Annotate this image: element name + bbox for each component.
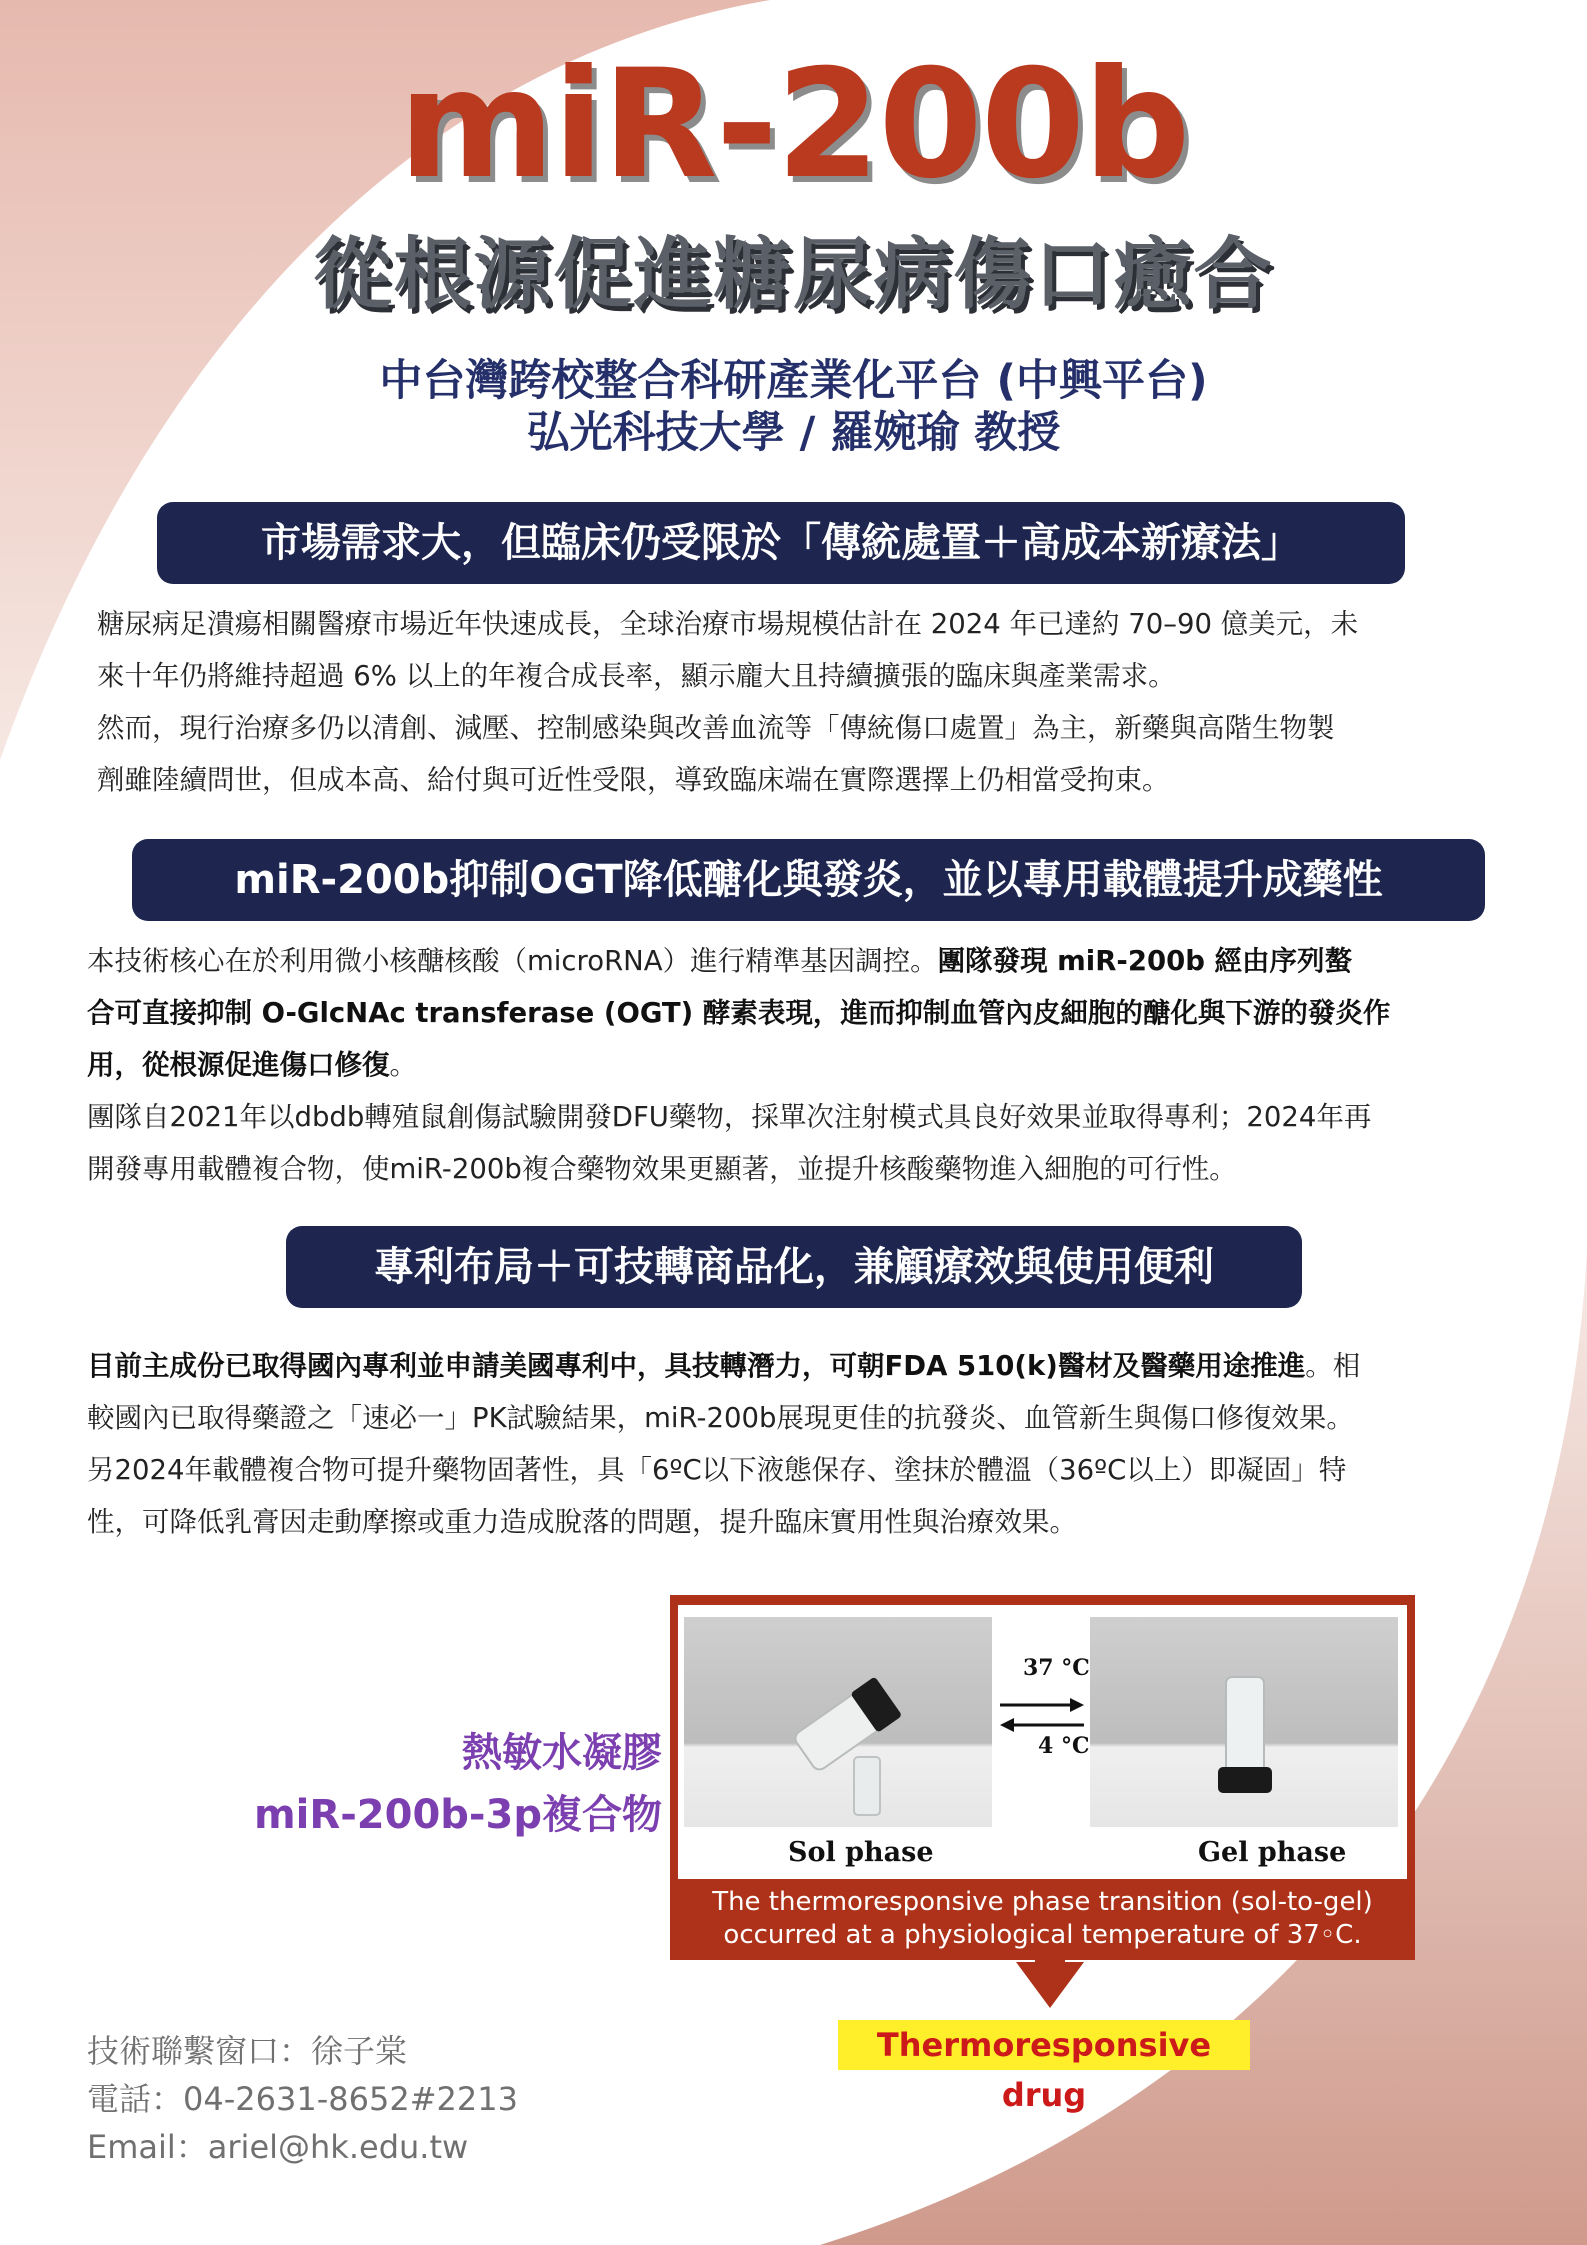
body-text: 。 — [389, 1049, 417, 1081]
section-heading-patent: 專利布局＋可技轉商品化，兼顧療效與使用便利 — [286, 1226, 1302, 1308]
page-subtitle: 從根源促進糖尿病傷口癒合 — [313, 230, 1274, 320]
section-body-market — [97, 598, 1358, 806]
body-text: 本技術核心在於利用微小核醣核酸（microRNA）進行精準基因調控。 — [87, 945, 938, 977]
body-line: 然而，現行治療多仍以清創、減壓、控制感染與改善血流等「傳統傷口處置」為主，新藥與高階生物製 — [97, 712, 1335, 744]
upright-vial-icon — [1090, 1617, 1398, 1827]
professor-line: 弘光科技大學 / 羅婉瑜 教授 — [526, 408, 1061, 458]
section-heading-market: 市場需求大，但臨床仍受限於「傳統處置＋高成本新療法」 — [157, 502, 1405, 584]
figure-panel — [678, 1605, 1407, 1879]
body-line: 糖尿病足潰瘍相關醫療市場近年快速成長，全球治療市場規模估計在 2024 年已達約 70–90 億美元，未 — [97, 608, 1359, 640]
phase-transition-figure — [670, 1595, 1415, 1960]
caption-line: The thermoresponsive phase transition (sol-to-gel) — [712, 1887, 1373, 1917]
figure-caption — [670, 1886, 1415, 1952]
temperature-cold: 4 °C — [1038, 1733, 1090, 1759]
down-arrow-icon — [1016, 1962, 1084, 2008]
section-body-patent — [87, 1340, 1360, 1548]
contact-email: Email：ariel@hk.edu.tw — [87, 2128, 469, 2166]
body-bold-text: 目前主成份已取得國內專利並申請美國專利中，具技轉潛力，可朝FDA 510(k)醫材及醫藥用途推進 — [87, 1350, 1306, 1382]
hydrogel-label-line2: miR-200b-3p複合物 — [254, 1792, 662, 1838]
body-line — [87, 987, 1390, 1039]
body-text: 。相 — [1305, 1350, 1361, 1382]
body-line: 較國內已取得藥證之「速必一」PK試驗結果，miR-200b展現更佳的抗發炎、血管新生與傷口修復效果。 — [87, 1402, 1354, 1434]
body-bold-text: 用，從根源促進傷口修復 — [87, 1049, 390, 1081]
gel-phase-photo — [1090, 1617, 1398, 1827]
body-line — [87, 1340, 1360, 1392]
organization-info — [0, 355, 1587, 459]
contact-window: 技術聯繫窗口：徐子棠 — [87, 2032, 408, 2070]
body-line: 另2024年載體複合物可提升藥物固著性，具「6ºC以下液態保存、塗抹於體溫（36ºC以上）即凝固」特 — [87, 1454, 1347, 1486]
body-line — [87, 935, 1390, 987]
body-bold-text: 合可直接抑制 O-GlcNAc transferase (OGT) 酵素表現，進而抑制血管內皮細胞的醣化與下游的發炎作 — [87, 997, 1391, 1029]
body-line — [87, 1039, 1390, 1091]
caption-line: occurred at a physiological temperature of 37◦C. — [723, 1920, 1362, 1950]
sol-phase-label: Sol phase — [788, 1837, 934, 1868]
tilted-vial-icon — [684, 1617, 992, 1827]
organization-line: 中台灣跨校整合科研產業化平台 (中興平台) — [379, 356, 1208, 406]
sol-phase-photo — [684, 1617, 992, 1827]
page-title: miR-200b — [398, 38, 1189, 212]
body-line: 性，可降低乳膏因走動摩擦或重力造成脫落的問題，提升臨床實用性與治療效果。 — [87, 1506, 1077, 1538]
section-body-mechanism — [87, 935, 1390, 1195]
contact-info — [87, 2027, 518, 2171]
body-line: 開發專用載體複合物，使miR-200b複合藥物效果更顯著，並提升核酸藥物進入細胞的可行性。 — [87, 1153, 1237, 1185]
gel-phase-label: Gel phase — [1198, 1837, 1347, 1868]
thermoresponsive-drug-label: Thermoresponsive drug — [838, 2020, 1250, 2070]
hydrogel-label — [200, 1722, 662, 1846]
body-line: 劑雖陸續問世，但成本高、給付與可近性受限，導致臨床端在實際選擇上仍相當受拘束。 — [97, 764, 1170, 796]
body-bold-text: 團隊發現 miR-200b 經由序列螯 — [937, 945, 1352, 977]
section-heading-mechanism: miR-200b抑制OGT降低醣化與發炎，並以專用載體提升成藥性 — [132, 839, 1485, 921]
body-line: 團隊自2021年以dbdb轉殖鼠創傷試驗開發DFU藥物，採單次注射模式具良好效果並取得專利；2024年再 — [87, 1101, 1372, 1133]
hydrogel-label-line1: 熱敏水凝膠 — [462, 1730, 662, 1776]
body-line: 來十年仍將維持超過 6% 以上的年複合成長率，顯示龐大且持續擴張的臨床與產業需求。 — [97, 660, 1176, 692]
temperature-hot: 37 °C — [1023, 1655, 1090, 1681]
contact-phone: 電話：04-2631-8652#2213 — [87, 2080, 518, 2118]
